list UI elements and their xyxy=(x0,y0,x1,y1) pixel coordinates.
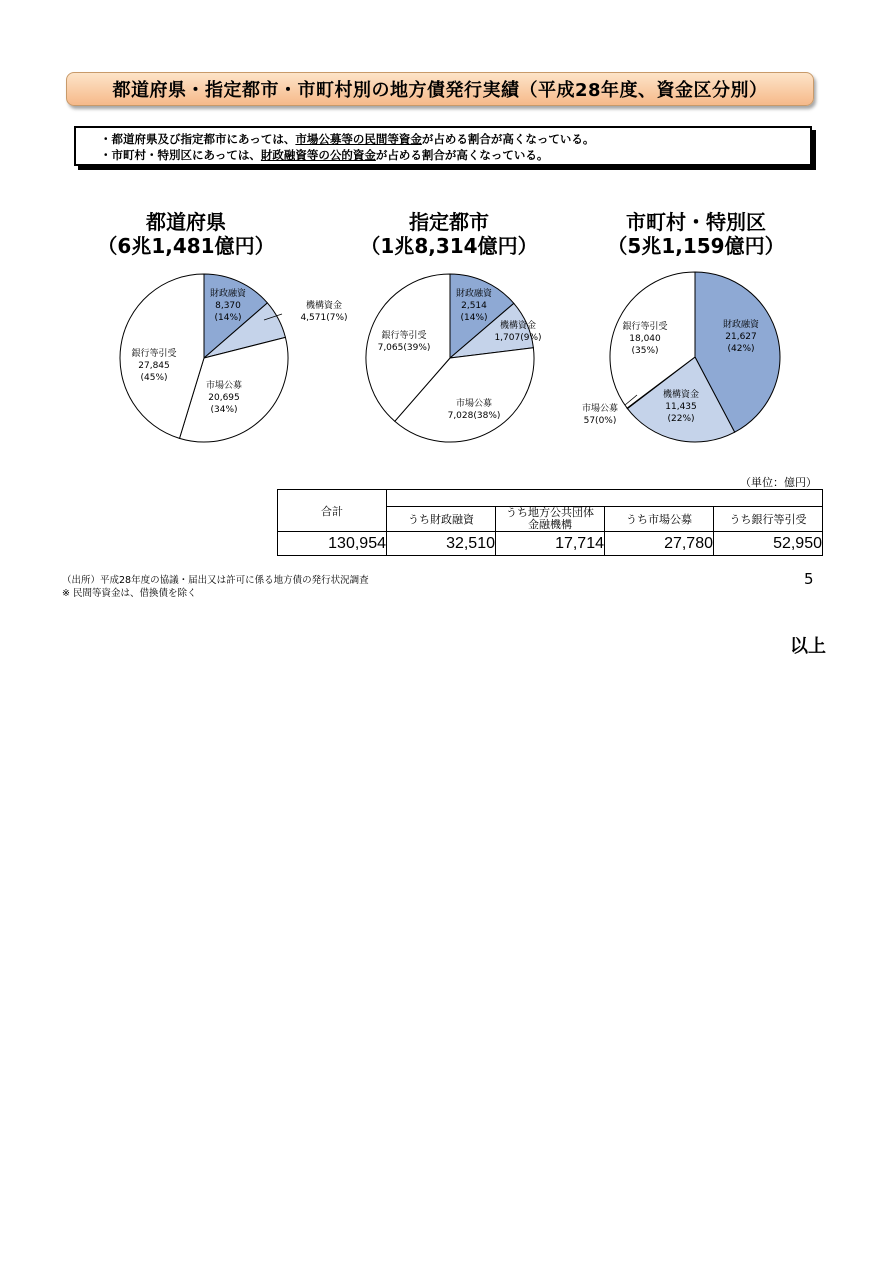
pie-2-label-1-value: 2,514 xyxy=(461,301,487,311)
pie-1-label-1-value: 8,370 xyxy=(215,301,241,311)
table-header-row-top xyxy=(278,490,823,507)
pie-3-label-3-value: 57(0%) xyxy=(583,416,617,426)
pie-3-label-1-pct: (42%) xyxy=(727,344,755,354)
pie-2-label-3-name: 市場公募 xyxy=(455,399,493,409)
header-kikou xyxy=(496,507,605,532)
pie-2-label-1-name: 財政融資 xyxy=(455,289,493,299)
pie-1-label-2-name: 機構資金 xyxy=(305,301,343,311)
summary-line-1-post: が占める割合が高くなっている。 xyxy=(421,132,595,146)
pie-1-label-1-pct: (14%) xyxy=(214,313,242,323)
summary-line-2-pre: ・市町村・特別区にあっては、 xyxy=(100,148,261,162)
pie-3-label-4-pct: (35%) xyxy=(631,346,659,356)
header-ginko: うち銀行等引受 xyxy=(714,507,823,532)
pie-1-title: 都道府県 xyxy=(146,210,226,234)
totals-table xyxy=(277,489,823,556)
pie-3-title: 市町村・特別区 xyxy=(626,210,766,234)
footnotes xyxy=(62,574,369,600)
summary-line-2-underlined: 財政融資等の公的資金 xyxy=(260,148,376,162)
pie-1-label-2-value: 4,571(7%) xyxy=(300,313,348,323)
pie-3-label-2-pct: (22%) xyxy=(667,414,695,424)
page-number: 5 xyxy=(804,570,814,588)
header-spacer xyxy=(387,490,823,507)
pie-3-label-1-value: 21,627 xyxy=(725,332,757,342)
pie-charts xyxy=(0,0,881,470)
source-note: （出所）平成28年度の協議・届出又は許可に係る地方債の発行状況調査 xyxy=(62,575,369,586)
summary-line-1-pre: ・都道府県及び指定都市にあっては、 xyxy=(100,132,296,146)
header-kikou-line1: うち地方公共団体 xyxy=(506,507,594,519)
pie-2-label-4-name: 銀行等引受 xyxy=(381,331,427,341)
pie-1-label-4-name: 銀行等引受 xyxy=(131,349,177,359)
pie-1-label-3-name: 市場公募 xyxy=(205,381,243,391)
pie-3-label-3-name: 市場公募 xyxy=(581,404,619,414)
value-ginko: 52,950 xyxy=(714,532,823,556)
pie-1-label-3-pct: (34%) xyxy=(210,405,238,415)
pie-1-label-4-pct: (45%) xyxy=(140,373,168,383)
pie-1-label-4-value: 27,845 xyxy=(138,361,170,371)
pie-2-label-3-value: 7,028(38%) xyxy=(447,411,501,421)
summary-line-1-underlined: 市場公募等の民間等資金 xyxy=(295,132,422,146)
pie-3-label-4-name: 銀行等引受 xyxy=(622,322,668,332)
value-kikou: 17,714 xyxy=(496,532,605,556)
pie-1-label-1-name: 財政融資 xyxy=(209,289,247,299)
page-title: 都道府県・指定都市・市町村別の地方債発行実績（平成28年度、資金区分別） xyxy=(66,72,814,106)
pie-2-title: 指定都市 xyxy=(409,210,489,234)
table-value-row xyxy=(278,532,823,556)
private-fund-note: ※ 民間等資金は、借換債を除く xyxy=(62,588,197,599)
pie-3-label-2-value: 11,435 xyxy=(665,402,697,412)
header-kikou-line2: 金融機構 xyxy=(528,519,572,531)
pie-1-label-3-value: 20,695 xyxy=(208,393,240,403)
header-total: 合計 xyxy=(278,490,387,532)
value-zaisei: 32,510 xyxy=(387,532,496,556)
header-shijo: うち市場公募 xyxy=(605,507,714,532)
pie-3-subtitle: （5兆1,159億円） xyxy=(607,234,785,258)
pie-3-label-1-name: 財政融資 xyxy=(722,320,760,330)
pie-3-label-4-value: 18,040 xyxy=(629,334,661,344)
summary-line-2-post: が占める割合が高くなっている。 xyxy=(375,148,549,162)
value-total: 130,954 xyxy=(278,532,387,556)
pie-2-label-2-value: 1,707(9%) xyxy=(494,333,542,343)
pie-2-label-2-name: 機構資金 xyxy=(499,321,537,331)
pie-2-subtitle: （1兆8,314億円） xyxy=(360,234,538,258)
value-shijo: 27,780 xyxy=(605,532,714,556)
header-zaisei: うち財政融資 xyxy=(387,507,496,532)
pie-1-subtitle: （6兆1,481億円） xyxy=(97,234,275,258)
pie-3-label-2-name: 機構資金 xyxy=(662,390,700,400)
pie-2-label-1-pct: (14%) xyxy=(460,313,488,323)
pie-2-label-4-value: 7,065(39%) xyxy=(377,343,431,353)
unit-label: （単位：億円） xyxy=(740,476,817,489)
closing-text: 以上 xyxy=(790,636,826,657)
